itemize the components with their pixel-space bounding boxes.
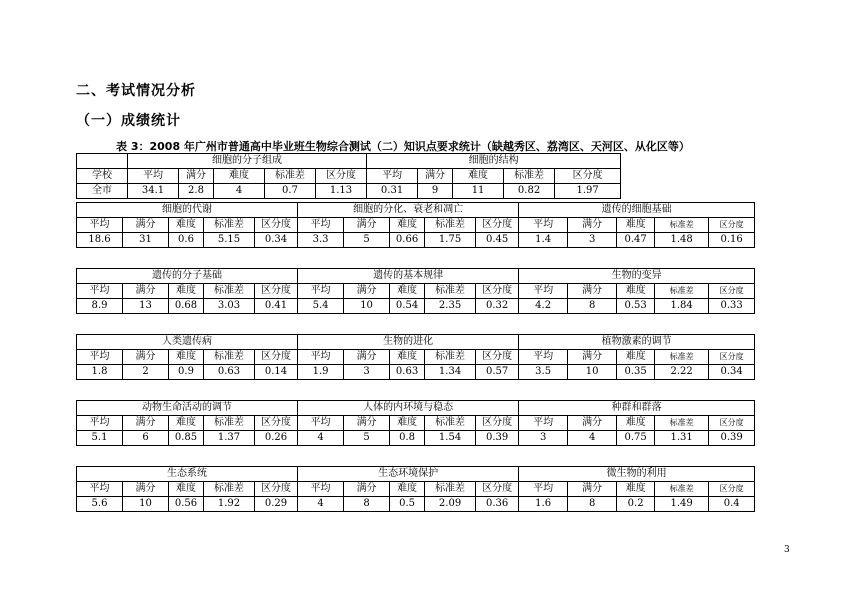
value-cell: 8 — [344, 497, 390, 512]
group-title: 人体的内环境与稳态 — [298, 401, 519, 416]
value-cell: 11 — [453, 184, 504, 199]
value-cell: 0.4 — [709, 497, 755, 512]
table-caption: 表 3：2008 年广州市普通高中毕业班生物综合测试（二）知识点要求统计（缺越秀区、荔湾区、天河区、从化区等） — [116, 140, 690, 153]
stats-block-table — [76, 334, 755, 380]
col-header: 区分度 — [476, 350, 519, 365]
col-header: 满分 — [123, 218, 169, 233]
value-cell: 4.2 — [519, 299, 568, 314]
col-header: 区分度 — [476, 482, 519, 497]
col-header: 难度 — [390, 350, 425, 365]
col-header: 区分度 — [316, 169, 367, 184]
value-cell: 2 — [123, 365, 169, 380]
value-cell: 0.63 — [390, 365, 425, 380]
col-header: 标准差 — [425, 218, 476, 233]
col-header: 区分度 — [555, 169, 621, 184]
value-cell: 3.03 — [204, 299, 255, 314]
col-header: 标准差 — [655, 416, 709, 431]
value-cell: 0.31 — [367, 184, 418, 199]
col-header: 标准差 — [204, 284, 255, 299]
group-title: 生物的进化 — [298, 335, 519, 350]
value-cell: 18.6 — [77, 233, 123, 248]
value-cell: 1.92 — [204, 497, 255, 512]
value-cell: 0.35 — [617, 365, 655, 380]
group-title: 种群和群落 — [519, 401, 755, 416]
col-header: 平均 — [298, 218, 344, 233]
value-cell: 0.85 — [169, 431, 204, 446]
col-header: 满分 — [568, 284, 617, 299]
col-header: 标准差 — [504, 169, 555, 184]
col-header: 区分度 — [476, 284, 519, 299]
value-cell: 5 — [344, 431, 390, 446]
col-header: 满分 — [568, 350, 617, 365]
col-header: 满分 — [123, 482, 169, 497]
value-cell: 0.5 — [390, 497, 425, 512]
value-cell: 0.14 — [255, 365, 298, 380]
value-cell: 0.32 — [476, 299, 519, 314]
value-cell: 5.15 — [204, 233, 255, 248]
value-cell: 3.3 — [298, 233, 344, 248]
col-header: 平均 — [519, 416, 568, 431]
col-header: 难度 — [169, 416, 204, 431]
value-cell: 1.49 — [655, 497, 709, 512]
col-header: 难度 — [617, 350, 655, 365]
col-header: 标准差 — [204, 416, 255, 431]
value-cell: 1.84 — [655, 299, 709, 314]
group-title: 植物激素的调节 — [519, 335, 755, 350]
value-cell: 0.63 — [204, 365, 255, 380]
value-cell: 2.22 — [655, 365, 709, 380]
value-cell: 2.09 — [425, 497, 476, 512]
value-cell: 10 — [568, 365, 617, 380]
value-cell: 0.47 — [617, 233, 655, 248]
value-cell: 2.35 — [425, 299, 476, 314]
value-cell: 0.7 — [265, 184, 316, 199]
value-cell: 10 — [344, 299, 390, 314]
value-cell: 13 — [123, 299, 169, 314]
value-cell: 4 — [298, 497, 344, 512]
col-header: 平均 — [77, 350, 123, 365]
col-header: 平均 — [519, 284, 568, 299]
value-cell: 5.1 — [77, 431, 123, 446]
stats-block-table — [76, 400, 755, 446]
value-cell: 0.16 — [709, 233, 755, 248]
col-header: 难度 — [617, 482, 655, 497]
col-header: 满分 — [123, 416, 169, 431]
group-title: 遗传的细胞基础 — [519, 203, 755, 218]
col-header: 难度 — [390, 482, 425, 497]
col-header: 满分 — [568, 416, 617, 431]
col-header: 满分 — [344, 350, 390, 365]
col-header: 标准差 — [204, 482, 255, 497]
col-header: 平均 — [298, 482, 344, 497]
page-number: 3 — [784, 545, 790, 555]
col-header: 难度 — [214, 169, 265, 184]
empty-cell — [77, 154, 128, 169]
col-header: 难度 — [169, 482, 204, 497]
col-header: 区分度 — [476, 416, 519, 431]
value-cell: 0.34 — [255, 233, 298, 248]
school-header: 学校 — [77, 169, 128, 184]
group-title: 人类遗传病 — [77, 335, 298, 350]
col-header: 标准差 — [425, 284, 476, 299]
value-cell: 0.56 — [169, 497, 204, 512]
col-header: 难度 — [390, 218, 425, 233]
value-cell: 1.75 — [425, 233, 476, 248]
col-header: 平均 — [77, 482, 123, 497]
col-header: 区分度 — [709, 218, 755, 233]
value-cell: 0.34 — [709, 365, 755, 380]
value-cell: 1.97 — [555, 184, 621, 199]
value-cell: 8 — [568, 299, 617, 314]
value-cell: 0.6 — [169, 233, 204, 248]
col-header: 平均 — [298, 284, 344, 299]
group-title: 生物的变异 — [519, 269, 755, 284]
value-cell: 5 — [344, 233, 390, 248]
value-cell: 1.54 — [425, 431, 476, 446]
value-cell: 5.4 — [298, 299, 344, 314]
value-cell: 2.8 — [179, 184, 214, 199]
value-cell: 0.54 — [390, 299, 425, 314]
col-header: 平均 — [519, 350, 568, 365]
value-cell: 0.29 — [255, 497, 298, 512]
col-header: 难度 — [453, 169, 504, 184]
col-header: 难度 — [617, 416, 655, 431]
value-cell: 0.68 — [169, 299, 204, 314]
col-header: 区分度 — [255, 284, 298, 299]
value-cell: 3 — [568, 233, 617, 248]
value-cell: 0.82 — [504, 184, 555, 199]
group-title: 细胞的分子组成 — [128, 154, 367, 169]
value-cell: 4 — [298, 431, 344, 446]
col-header: 标准差 — [425, 350, 476, 365]
value-cell: 4 — [214, 184, 265, 199]
value-cell: 0.53 — [617, 299, 655, 314]
group-title: 细胞的代谢 — [77, 203, 298, 218]
value-cell: 0.75 — [617, 431, 655, 446]
value-cell: 9 — [418, 184, 453, 199]
section-heading: 二、考试情况分析 — [76, 83, 196, 99]
col-header: 难度 — [169, 350, 204, 365]
group-title: 细胞的结构 — [367, 154, 621, 169]
value-cell: 1.34 — [425, 365, 476, 380]
col-header: 区分度 — [709, 284, 755, 299]
col-header: 区分度 — [709, 350, 755, 365]
col-header: 难度 — [617, 284, 655, 299]
row-label: 全市 — [77, 184, 128, 199]
col-header: 满分 — [418, 169, 453, 184]
col-header: 平均 — [128, 169, 179, 184]
col-header: 满分 — [344, 218, 390, 233]
value-cell: 0.39 — [709, 431, 755, 446]
col-header: 平均 — [77, 416, 123, 431]
col-header: 满分 — [344, 284, 390, 299]
group-title: 微生物的利用 — [519, 467, 755, 482]
value-cell: 1.31 — [655, 431, 709, 446]
col-header: 满分 — [123, 350, 169, 365]
col-header: 标准差 — [425, 482, 476, 497]
col-header: 满分 — [568, 218, 617, 233]
value-cell: 1.13 — [316, 184, 367, 199]
value-cell: 3 — [344, 365, 390, 380]
value-cell: 1.37 — [204, 431, 255, 446]
value-cell: 1.4 — [519, 233, 568, 248]
subsection-heading: （一）成绩统计 — [76, 113, 181, 129]
value-cell: 8.9 — [77, 299, 123, 314]
value-cell: 8 — [568, 497, 617, 512]
stats-block-table — [76, 466, 755, 512]
col-header: 难度 — [617, 218, 655, 233]
value-cell: 1.48 — [655, 233, 709, 248]
col-header: 区分度 — [255, 482, 298, 497]
value-cell: 0.8 — [390, 431, 425, 446]
col-header: 标准差 — [204, 218, 255, 233]
value-cell: 1.9 — [298, 365, 344, 380]
col-header: 标准差 — [425, 416, 476, 431]
col-header: 平均 — [298, 350, 344, 365]
col-header: 平均 — [519, 218, 568, 233]
col-header: 标准差 — [204, 350, 255, 365]
col-header: 区分度 — [255, 416, 298, 431]
col-header: 标准差 — [655, 482, 709, 497]
col-header: 平均 — [77, 218, 123, 233]
col-header: 区分度 — [476, 218, 519, 233]
col-header: 平均 — [298, 416, 344, 431]
col-header: 满分 — [344, 482, 390, 497]
col-header: 满分 — [344, 416, 390, 431]
col-header: 标准差 — [655, 218, 709, 233]
col-header: 难度 — [169, 284, 204, 299]
col-header: 平均 — [367, 169, 418, 184]
value-cell: 10 — [123, 497, 169, 512]
value-cell: 1.6 — [519, 497, 568, 512]
value-cell: 0.66 — [390, 233, 425, 248]
value-cell: 6 — [123, 431, 169, 446]
group-title: 遗传的基本规律 — [298, 269, 519, 284]
col-header: 区分度 — [709, 416, 755, 431]
value-cell: 34.1 — [128, 184, 179, 199]
value-cell: 0.45 — [476, 233, 519, 248]
col-header: 满分 — [179, 169, 214, 184]
col-header: 难度 — [390, 416, 425, 431]
group-title: 生态环境保护 — [298, 467, 519, 482]
col-header: 难度 — [169, 218, 204, 233]
col-header: 满分 — [568, 482, 617, 497]
col-header: 满分 — [123, 284, 169, 299]
group-title: 动物生命活动的调节 — [77, 401, 298, 416]
value-cell: 0.2 — [617, 497, 655, 512]
stats-table-1 — [76, 153, 621, 199]
value-cell: 0.26 — [255, 431, 298, 446]
col-header: 难度 — [390, 284, 425, 299]
stats-block-table — [76, 202, 755, 248]
col-header: 标准差 — [655, 284, 709, 299]
value-cell: 0.33 — [709, 299, 755, 314]
col-header: 平均 — [77, 284, 123, 299]
value-cell: 3.5 — [519, 365, 568, 380]
stats-block-table — [76, 268, 755, 314]
value-cell: 0.41 — [255, 299, 298, 314]
value-cell: 0.36 — [476, 497, 519, 512]
col-header: 平均 — [519, 482, 568, 497]
group-title: 细胞的分化、衰老和凋亡 — [298, 203, 519, 218]
col-header: 区分度 — [255, 350, 298, 365]
value-cell: 0.39 — [476, 431, 519, 446]
value-cell: 3 — [519, 431, 568, 446]
col-header: 区分度 — [255, 218, 298, 233]
value-cell: 5.6 — [77, 497, 123, 512]
group-title: 生态系统 — [77, 467, 298, 482]
col-header: 标准差 — [655, 350, 709, 365]
value-cell: 0.9 — [169, 365, 204, 380]
col-header: 标准差 — [265, 169, 316, 184]
value-cell: 1.8 — [77, 365, 123, 380]
value-cell: 31 — [123, 233, 169, 248]
col-header: 区分度 — [709, 482, 755, 497]
value-cell: 0.57 — [476, 365, 519, 380]
group-title: 遗传的分子基础 — [77, 269, 298, 284]
value-cell: 4 — [568, 431, 617, 446]
